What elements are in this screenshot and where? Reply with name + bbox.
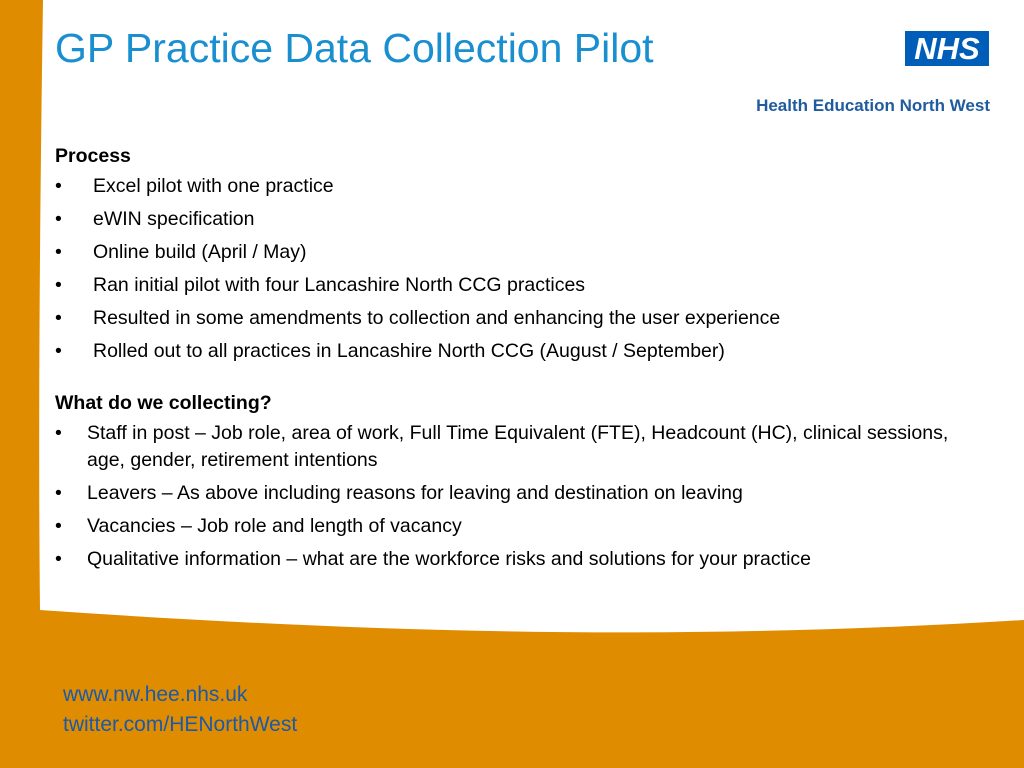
list-item: • Staff in post – Job role, area of work, Full Time Equivalent (FTE), Headcount (HC), clinical sessions, age, gender, retirement intentions (55, 422, 949, 471)
list-item: • Excel pilot with one practice (55, 170, 955, 203)
twitter-link[interactable]: twitter.com/HENorthWest (63, 713, 298, 736)
footer (63, 680, 297, 740)
list-item: • Vacancies – Job role and length of vacancy (55, 510, 955, 543)
website-link[interactable]: www.nw.hee.nhs.uk (63, 683, 248, 706)
bullet-icon: • (55, 208, 62, 230)
section-heading-process: Process (55, 145, 131, 167)
bullet-icon: • (55, 307, 62, 329)
process-list (55, 170, 955, 368)
slide-content (55, 142, 955, 576)
list-item: • Ran initial pilot with four Lancashire North CCG practices (55, 269, 955, 302)
section-heading-collecting: What do we collecting? (55, 392, 272, 414)
list-item: • eWIN specification (55, 203, 955, 236)
collecting-list (55, 417, 955, 576)
bullet-icon: • (55, 274, 62, 296)
slide-title: GP Practice Data Collection Pilot (55, 25, 654, 71)
bullet-icon: • (55, 482, 62, 504)
bullet-icon: • (55, 422, 62, 444)
list-item: • Qualitative information – what are the workforce risks and solutions for your practice (55, 543, 955, 576)
bullet-icon: • (55, 515, 62, 537)
list-item: • Leavers – As above including reasons for leaving and destination on leaving (55, 477, 955, 510)
bullet-icon: • (55, 175, 62, 197)
bullet-icon: • (55, 241, 62, 263)
list-item: • Online build (April / May) (55, 236, 955, 269)
list-item: • Rolled out to all practices in Lancashire North CCG (August / September) (55, 335, 955, 368)
list-item: • Resulted in some amendments to collection and enhancing the user experience (55, 302, 955, 335)
org-name: Health Education North West (756, 96, 990, 115)
bullet-icon: • (55, 548, 62, 570)
nhs-logo: NHS (905, 31, 989, 66)
bullet-icon: • (55, 340, 62, 362)
